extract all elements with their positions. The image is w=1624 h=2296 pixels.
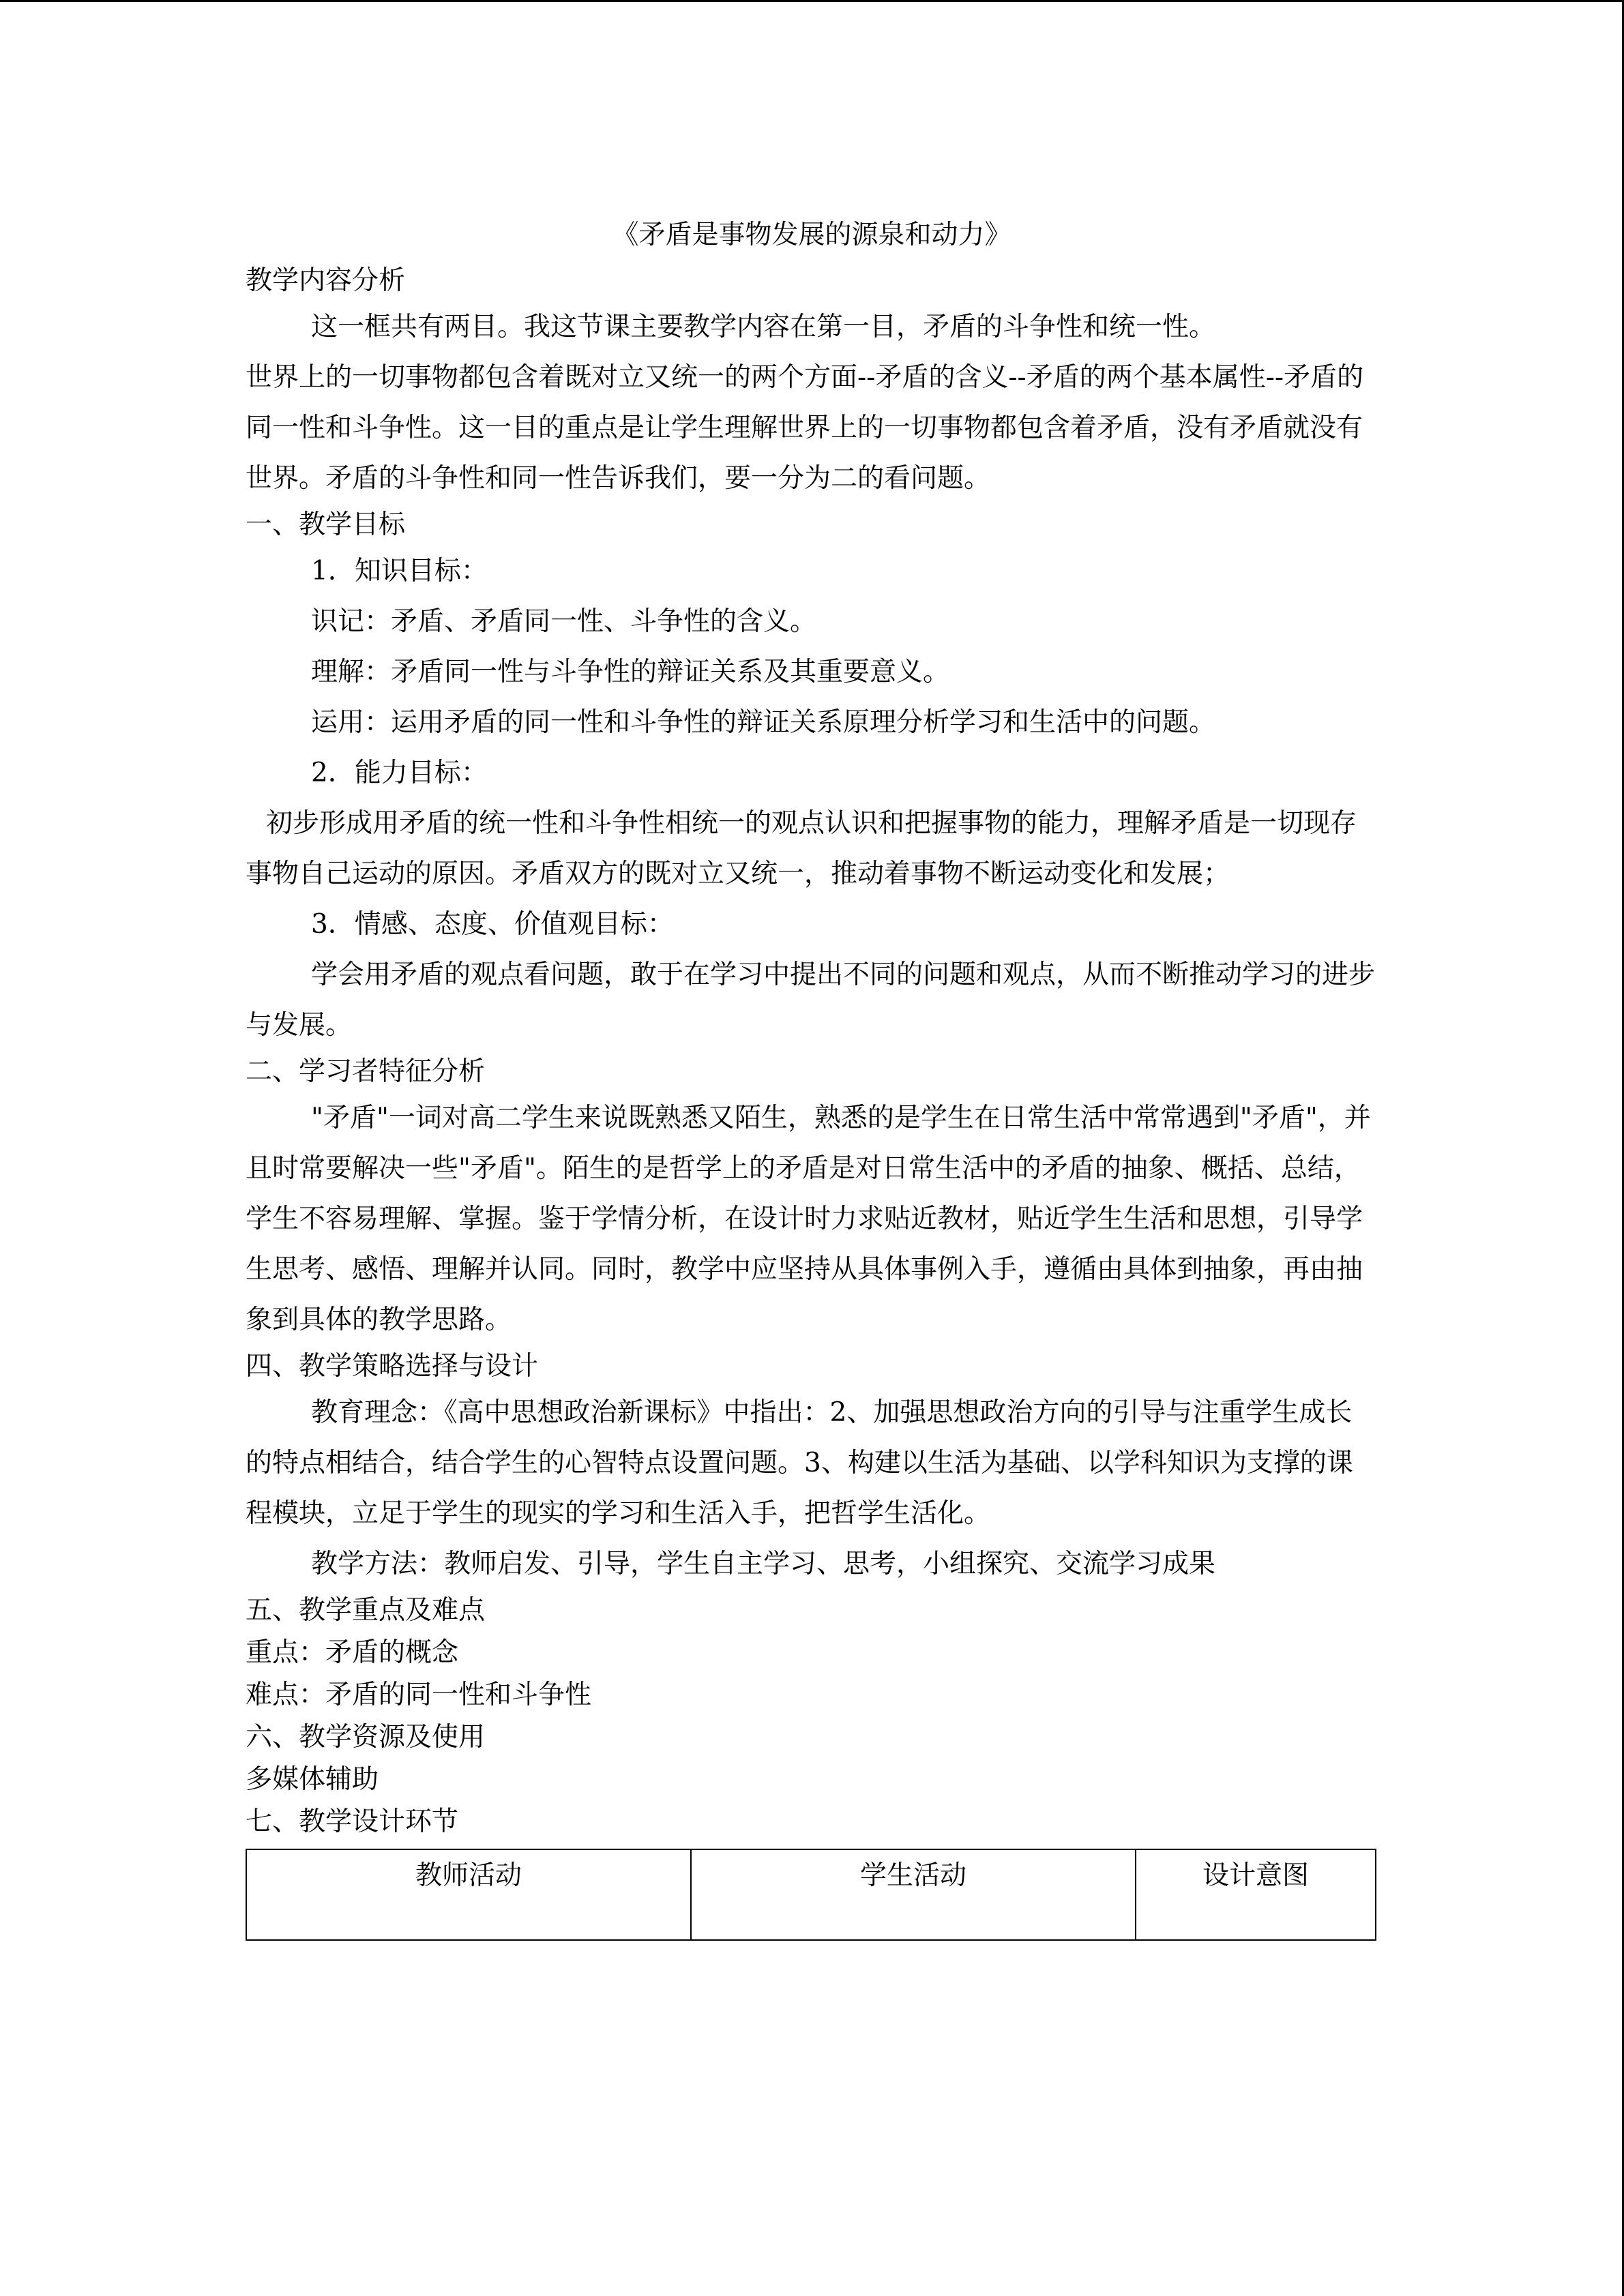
- knowledge-goal-item: 理解：矛盾同一性与斗争性的辩证关系及其重要意义。: [311, 657, 950, 687]
- key-point-text: 重点：矛盾的概念: [246, 1637, 459, 1668]
- strategy-heading: 四、教学策略选择与设计: [246, 1351, 539, 1382]
- design-steps-heading: 七、教学设计环节: [246, 1806, 459, 1837]
- emotion-goal-title: 3．情感、态度、价值观目标：: [311, 909, 674, 940]
- knowledge-goal-item: 识记：矛盾、矛盾同一性、斗争性的含义。: [311, 606, 817, 637]
- content-analysis-para-2: 世界上的一切事物都包含着既对立又统一的两个方面--矛盾的含义--矛盾的两个基本属性--矛盾的同一性和斗争性。这一目的重点是让学生理解世界上的一切事物都包含着矛盾，没有矛盾就没有世界。矛盾的斗争性和同一性告诉我们，要一分为二的看问题。: [246, 362, 1364, 494]
- resources-heading: 六、教学资源及使用: [246, 1722, 486, 1753]
- education-concept-text: 教育理念：《高中思想政治新课标》中指出：2、加强思想政治方向的引导与注重学生成长的特点相结合，结合学生的心智特点设置问题。3、构建以生活为基础、以学科知识为支撑的课程模块，立足于学生的现实的学习和生活入手，把哲学生活化。: [246, 1397, 1353, 1529]
- student-activity-header: 学生活动: [691, 1849, 1136, 1940]
- design-intent-header: 设计意图: [1136, 1849, 1376, 1940]
- teacher-activity-header: 教师活动: [246, 1849, 691, 1940]
- content-analysis-para-1: 这一框共有两目。我这节课主要教学内容在第一目，矛盾的斗争性和统一性。: [311, 312, 1216, 342]
- table-row: [246, 1849, 1376, 1940]
- teaching-method-text: 教学方法：教师启发、引导，学生自主学习、思考，小组探究、交流学习成果: [311, 1549, 1216, 1579]
- resources-text: 多媒体辅助: [246, 1764, 379, 1795]
- knowledge-goal-title: 1．知识目标：: [311, 556, 488, 586]
- key-points-heading: 五、教学重点及难点: [246, 1595, 486, 1626]
- emotion-goal-text: 学会用矛盾的观点看问题，敢于在学习中提出不同的问题和观点，从而不断推动学习的进步与发展。: [246, 959, 1376, 1041]
- ability-goal-title: 2．能力目标：: [311, 758, 488, 788]
- design-table: [246, 1849, 1376, 1941]
- ability-goal-text: 初步形成用矛盾的统一性和斗争性相统一的观点认识和把握事物的能力，理解矛盾是一切现存事物自己运动的原因。矛盾双方的既对立又统一，推动着事物不断运动变化和发展；: [246, 808, 1357, 889]
- document-title: 《矛盾是事物发展的源泉和动力》: [612, 220, 1012, 250]
- document-body: [246, 207, 1378, 1941]
- learner-analysis-text: "矛盾"一词对高二学生来说既熟悉又陌生，熟悉的是学生在日常生活中常常遇到"矛盾"，并且时常要解决一些"矛盾"。陌生的是哲学上的矛盾是对日常生活中的矛盾的抽象、概括、总结，学生不容易理解、掌握。鉴于学情分析，在设计时力求贴近教材，贴近学生生活和思想，引导学生思考、感悟、理解并认同。同时，教学中应坚持从具体事例入手，遵循由具体到抽象，再由抽象到具体的教学思路。: [246, 1103, 1371, 1335]
- content-analysis-heading: 教学内容分析: [246, 265, 406, 296]
- teaching-goals-heading: 一、教学目标: [246, 509, 406, 540]
- learner-analysis-heading: 二、学习者特征分析: [246, 1056, 486, 1087]
- difficult-point-text: 难点：矛盾的同一性和斗争性: [246, 1680, 592, 1710]
- knowledge-goal-item: 运用：运用矛盾的同一性和斗争性的辩证关系原理分析学习和生活中的问题。: [311, 707, 1216, 738]
